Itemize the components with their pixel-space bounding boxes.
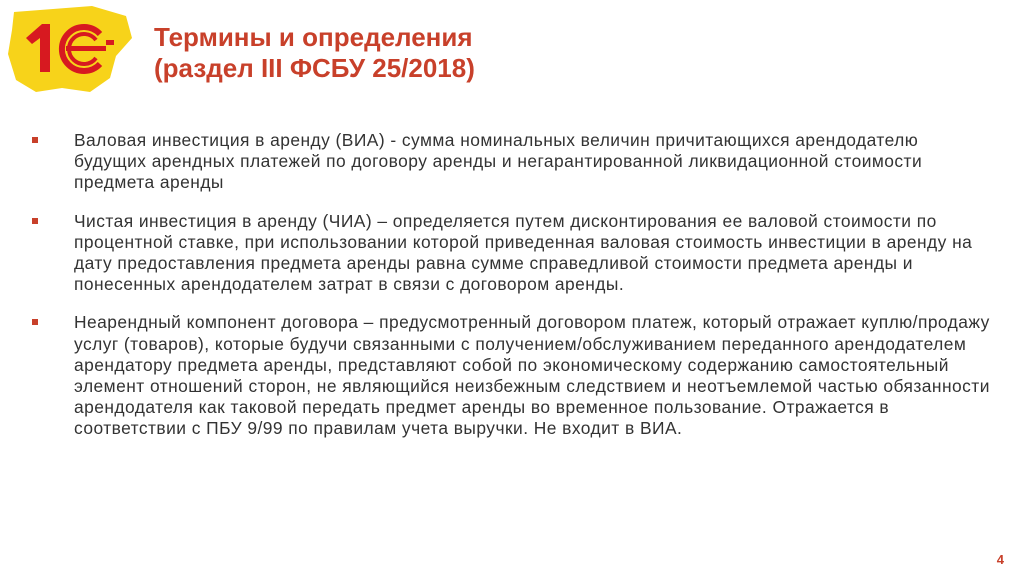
item-text: Чистая инвестиция в аренду (ЧИА) – определяется путем дисконтирования ее валовой стоимости по процентной ставке, при использовании которой приведенная валовая стоимость инвестиции в аренду на дату предоставления предмета аренды равна сумме справедливой стоимости предмета аренды и понесенных арендодателем затрат в связи с договором аренды. xyxy=(74,210,973,295)
item-text: Валовая инвестиция в аренду (ВИА) - сумма номинальных величин причитающихся арендодателю будущих арендных платежей по договору аренды и негарантированной ликвидационной стоимости предмета аренды xyxy=(74,130,923,193)
list-item xyxy=(32,312,992,439)
bullet-icon xyxy=(32,137,38,143)
title-line-1: Термины и определения xyxy=(154,22,473,52)
bullet-icon xyxy=(32,218,38,224)
1c-logo xyxy=(6,4,134,94)
definitions-list xyxy=(32,130,992,457)
page-number: 4 xyxy=(996,552,1004,567)
item-text: Неарендный компонент договора – предусмотренный договором платеж, который отражает куплю/продажу услуг (товаров), которые будучи связанными с получением/обслуживанием переданного арендодателем арендатору предмета аренды, представляют собой по экономическому содержанию самостоятельный элемент отношений сторон, не являющийся неизбежным следствием и неотъемлемой частью обязанности арендодателя как таковой передать предмет аренды во временное пользование. Отражается в соответствии с ПБУ 9/99 по правилам учета выручки. Не входит в ВИА. xyxy=(74,312,990,439)
1c-logo-icon xyxy=(6,4,134,94)
slide-title xyxy=(154,22,475,84)
title-line-2: (раздел III ФСБУ 25/2018) xyxy=(154,53,475,83)
list-item xyxy=(32,130,992,194)
bullet-icon xyxy=(32,319,38,325)
list-item xyxy=(32,211,992,296)
